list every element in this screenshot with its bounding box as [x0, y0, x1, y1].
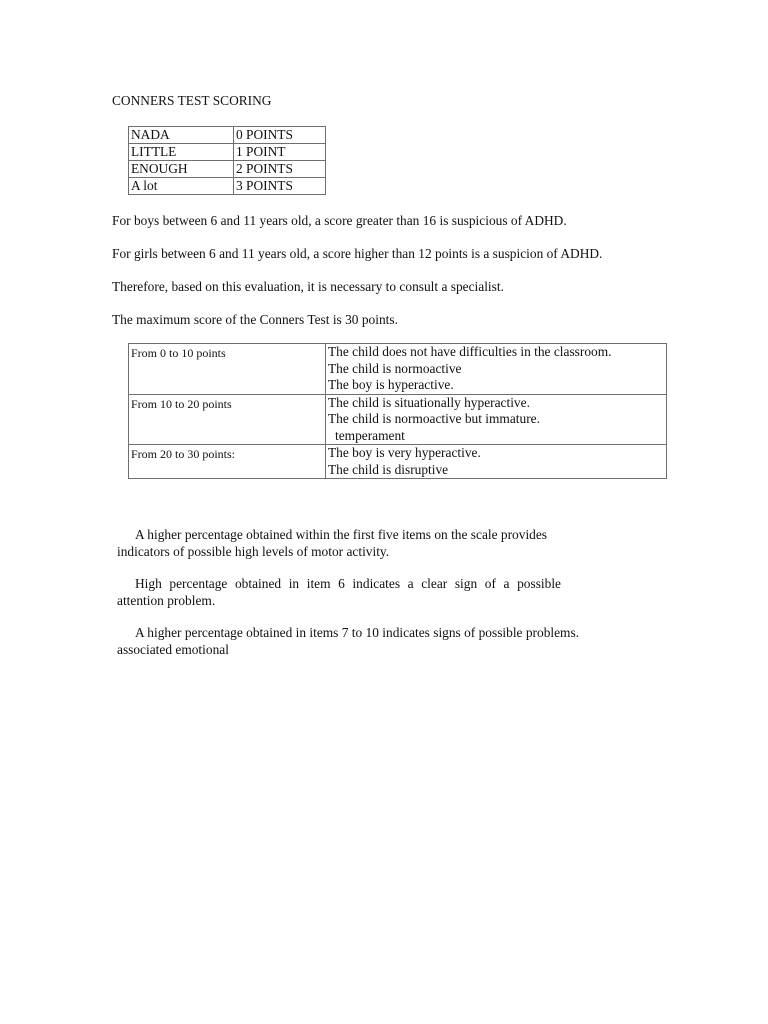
- table-row: [129, 161, 326, 178]
- score-label: ENOUGH: [129, 161, 234, 178]
- description-line: The boy is very hyperactive.: [328, 445, 481, 460]
- range-label: From 0 to 10 points: [129, 344, 326, 395]
- max-score-statement: The maximum score of the Conners Test is 30 points.: [112, 312, 398, 327]
- note-line: A higher percentage obtained in items 7 to 10 indicates signs of possible problems.: [135, 625, 580, 640]
- score-points: 1 POINT: [234, 144, 326, 161]
- page-title: CONNERS TEST SCORING: [112, 93, 272, 108]
- table-row: [129, 394, 667, 445]
- score-label: LITTLE: [129, 144, 234, 161]
- description-line: temperament: [335, 427, 405, 443]
- note-line: associated emotional: [117, 642, 229, 657]
- table-row: [129, 178, 326, 195]
- score-table: [128, 126, 326, 195]
- table-row: [129, 127, 326, 144]
- note-line: indicators of possible high levels of motor activity.: [117, 544, 390, 559]
- girls-statement: For girls between 6 and 11 years old, a score higher than 12 points is a suspicion of ADHD.: [112, 246, 603, 261]
- range-label: From 20 to 30 points:: [129, 445, 326, 479]
- description-line: The child does not have difficulties in the classroom.: [328, 344, 612, 359]
- score-points: 2 POINTS: [234, 161, 326, 178]
- range-description: [326, 445, 667, 479]
- table-row: [129, 344, 667, 395]
- description-line: The child is normoactive but immature.: [328, 411, 540, 426]
- score-points: 0 POINTS: [234, 127, 326, 144]
- note-line: attention problem.: [117, 593, 216, 608]
- range-table: [128, 343, 667, 479]
- note-line: High percentage obtained in item 6 indicates a clear sign of a possible: [135, 576, 561, 591]
- description-line: The child is situationally hyperactive.: [328, 394, 530, 410]
- score-label: A lot: [129, 178, 234, 195]
- score-label: NADA: [129, 127, 234, 144]
- description-line: The child is disruptive: [328, 461, 449, 477]
- emotional-note: [117, 624, 607, 658]
- range-label: From 10 to 20 points: [129, 394, 326, 445]
- description-line: The boy is hyperactive.: [328, 377, 454, 392]
- score-points: 3 POINTS: [234, 178, 326, 195]
- table-row: [129, 445, 667, 479]
- consult-statement: Therefore, based on this evaluation, it is necessary to consult a specialist.: [112, 279, 504, 294]
- description-line: The child is normoactive: [328, 360, 462, 376]
- range-description: [326, 394, 667, 445]
- motor-activity-note: [117, 526, 561, 560]
- note-line: A higher percentage obtained within the first five items on the scale provides: [135, 527, 548, 542]
- range-description: [326, 344, 667, 395]
- attention-note: [117, 575, 561, 609]
- table-row: [129, 144, 326, 161]
- boys-statement: For boys between 6 and 11 years old, a score greater than 16 is suspicious of ADHD.: [112, 213, 567, 228]
